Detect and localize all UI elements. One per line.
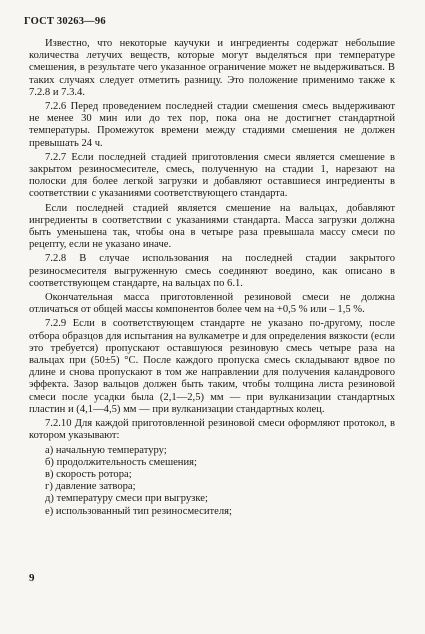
paragraph-7-2-7: 7.2.7 Если последней стадией приготовления смеси является смешение в закрытом резиносмесителе, смесь, полученную на стадии 1, нарезают на полоски для более легкой загрузки и добавляют оставшиеся ингредиенты в соответствии с указаниями соответствующего стандарта. [29, 151, 395, 200]
paragraph-7-2-10: 7.2.10 Для каждой приготовленной резиновой смеси оформляют протокол, в котором указывают: [29, 418, 395, 442]
paragraph-final-mass: Окончательная масса приготовленной резиновой смеси не должна отличаться от общей массы компонентов более чем на +0,5 % или – 1,5 %. [29, 292, 395, 316]
list-item: е) использованный тип резиносмесителя; [45, 505, 232, 517]
page-number: 9 [29, 572, 35, 584]
paragraph-7-2-8: 7.2.8 В случае использования на последней стадии закрытого резиносмесителя выгруженную смесь соединяют воедино, как описано в соответствующем стандарте, на вальцах по 6.1. [29, 253, 395, 289]
list-item: д) температуру смеси при выгрузке; [45, 493, 208, 505]
paragraph-volatile-note: Известно, что некоторые каучуки и ингредиенты содержат небольшие количества летучих веществ, которые могут выделяться при температуре смешения, в результате чего указанное ограничение может не выдерживаться. В таких случаях следует отметить разницу. Это положение применимо также к 7.2.8 и 7.3.4. [29, 38, 395, 98]
list-item: в) скорость ротора; [45, 468, 132, 480]
list-item: б) продолжительность смешения; [45, 456, 197, 468]
list-item: г) давление затвора; [45, 481, 136, 493]
protocol-items-list [29, 445, 395, 518]
paragraph-7-2-6: 7.2.6 Перед проведением последней стадии смешения смесь выдерживают не менее 30 мин или до тех пор, пока она не достигнет стандартной температуры. Промежуток времени между стадиями смешения не должен превышать 24 ч. [29, 101, 395, 149]
list-item: а) начальную температуру; [45, 444, 167, 456]
paragraph-7-2-9: 7.2.9 Если в соответствующем стандарте не указано по-другому, после отбора образцов для испытания на вулкаметре и для определения вязкости (если это требуется) пропускают оставшуюся резиновую смесь четыре раза на вальцах при (50±5) °С. После каждого пропуска смесь складывают вдвое по длине и снова пропускают в том же направлении для получения каландрового эффекта. Зазор вальцов должен быть таким, чтобы толщина листа резиновой смеси после усадки была (2,1—2,5) мм — при вулканизации стандартных пластин и (4,1—4,5) мм — при вулканизации стандартных колец. [29, 318, 395, 415]
paragraph-rolls-mixing: Если последней стадией является смешение на вальцах, добавляют ингредиенты в соответствии с указаниями стандарта. Масса загрузки должна быть уменьшена так, чтобы она в четыре раза превышала массу смеси по рецепту, если не указано иначе. [29, 202, 395, 251]
document-body [29, 38, 395, 518]
document-header: ГОСТ 30263—96 [24, 16, 106, 27]
